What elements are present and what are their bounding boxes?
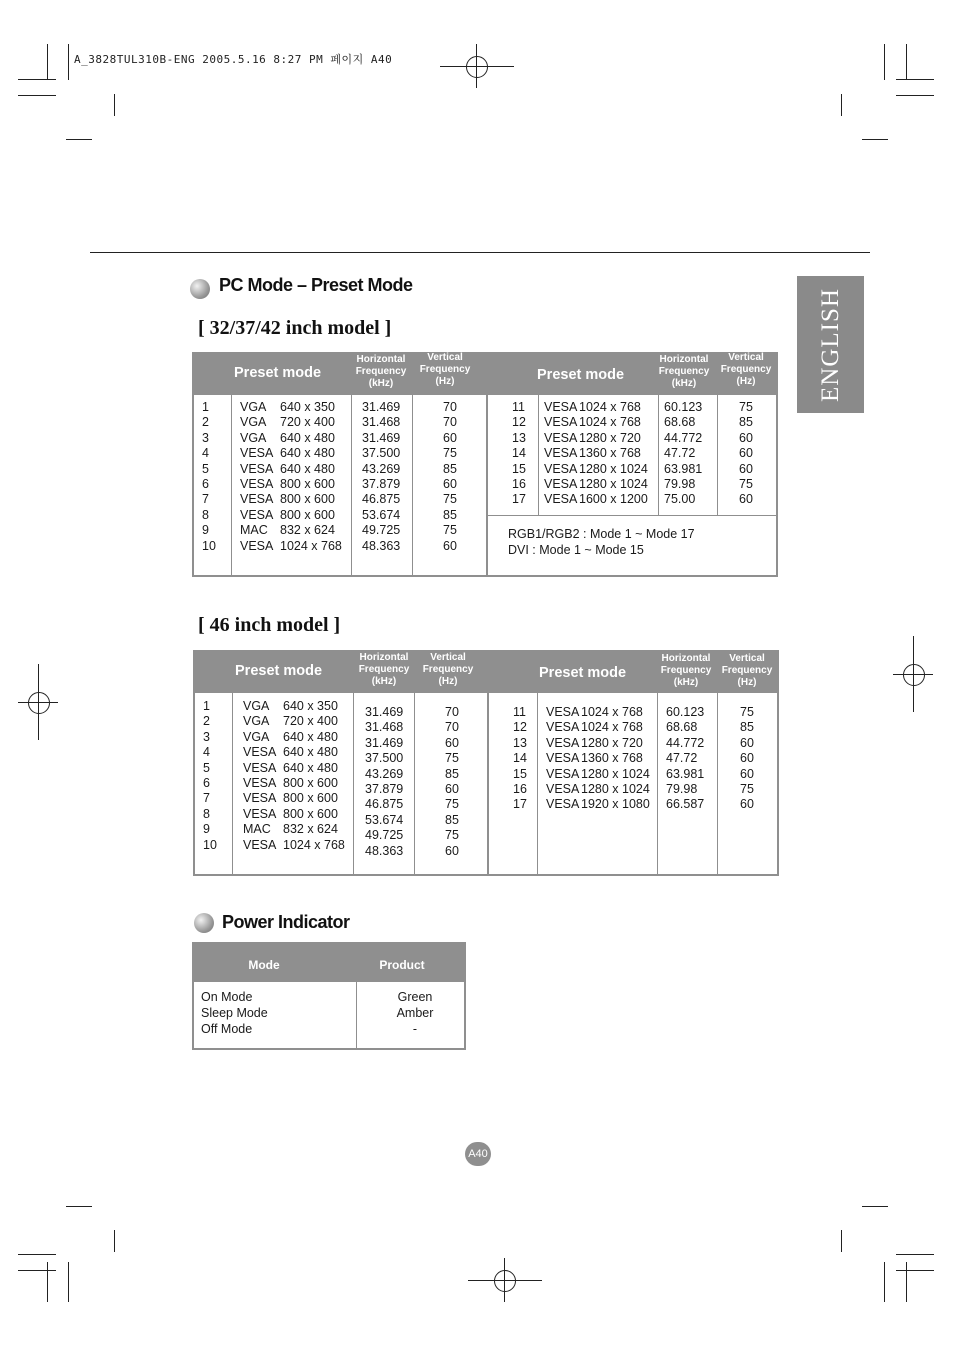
table-cell: VESA [546, 766, 580, 781]
col-preset-mode-right: Preset mode [537, 367, 625, 383]
table-cell: 640 x 480 [283, 760, 338, 775]
table-cell: 47.72 [666, 751, 698, 766]
table-cell: 800 x 600 [283, 806, 338, 821]
table-cell: 79.98 [664, 476, 696, 491]
table-cell: 1024 x 768 [579, 415, 641, 430]
preset-table-model-a [192, 352, 778, 577]
table-cell: 15 [512, 461, 526, 476]
table-cell: 53.674 [362, 507, 401, 522]
table-cell: VESA [544, 461, 578, 476]
resolutions-b [283, 699, 353, 853]
table-cell: 75 [443, 523, 457, 538]
table-cell: 48.363 [365, 843, 404, 858]
table-cell: 49.725 [365, 828, 404, 843]
table-cell: 60 [739, 461, 753, 476]
table-cell: 7 [202, 492, 209, 507]
table-cell: VGA [243, 714, 270, 729]
table-cell: VESA [240, 446, 274, 461]
table-cell: VESA [546, 797, 580, 812]
horizontal-frequencies-b [365, 705, 415, 859]
table-cell: 16 [513, 781, 527, 796]
table-cell: 85 [443, 507, 457, 522]
mode-types-b-right [546, 705, 586, 813]
table-cell: 640 x 350 [283, 699, 338, 713]
table-cell: MAC [243, 822, 271, 837]
table-cell: 60 [443, 538, 457, 553]
table-cell: 5 [202, 461, 209, 476]
table-cell: 60 [445, 781, 459, 796]
table-cell: 1280 x 1024 [579, 461, 648, 476]
table-cell: 4 [202, 446, 209, 461]
table-cell: 5 [203, 760, 210, 775]
print-slug: A_3828TUL310B-ENG 2005.5.16 8:27 PM 페이지 A40 [74, 53, 393, 66]
table-cell: 60 [445, 843, 459, 858]
table-cell: 85 [739, 415, 753, 430]
table-cell: 800 x 600 [280, 476, 335, 491]
table-cell: 6 [202, 476, 209, 491]
table-cell: MAC [240, 523, 268, 538]
table-cell: 49.725 [362, 523, 401, 538]
table-cell: 60 [739, 430, 753, 445]
table-cell: 63.981 [664, 461, 703, 476]
table-cell: 79.98 [666, 781, 698, 796]
table-cell: VESA [243, 791, 277, 806]
table-cell: 800 x 600 [280, 492, 335, 507]
horizontal-frequencies-right [664, 400, 716, 508]
power-indicator-table [192, 942, 466, 1050]
table-cell: 11 [512, 400, 525, 414]
table-cell: 9 [203, 822, 210, 837]
row-numbers [202, 400, 230, 554]
model-b-title: [ 46 inch model ] [198, 614, 341, 636]
vertical-frequencies-right [718, 400, 774, 508]
table-cell: VGA [243, 729, 270, 744]
table-cell: 60 [740, 735, 754, 750]
table-cell: 37.879 [365, 781, 404, 796]
table-cell: 60.123 [666, 705, 705, 719]
table-cell: 37.500 [365, 751, 404, 766]
table-cell: VGA [240, 400, 267, 414]
table-cell: 60.123 [664, 400, 703, 414]
table-cell: 6 [203, 775, 210, 790]
table-cell: 60 [443, 476, 457, 491]
section-title-power-indicator: Power Indicator [222, 912, 350, 932]
col-vertical-frequency-b-right: Vertical Frequency (Hz) [721, 653, 773, 688]
table-cell: VESA [240, 476, 274, 491]
table-cell: 85 [740, 720, 754, 735]
table-cell: 1920 x 1080 [581, 797, 650, 812]
table-cell: 1280 x 1024 [579, 476, 648, 491]
mode-types [240, 400, 284, 554]
table-cell: VGA [243, 699, 270, 713]
language-tab-label: ENGLISH [816, 287, 844, 402]
table-cell: VESA [240, 492, 274, 507]
table-cell: 85 [443, 461, 457, 476]
table-cell: 10 [203, 837, 217, 852]
vertical-frequencies-b [419, 705, 485, 859]
table-cell: VESA [243, 775, 277, 790]
table-cell: 8 [202, 507, 209, 522]
table-cell: 4 [203, 745, 210, 760]
table-cell: 37.500 [362, 446, 401, 461]
table-cell: 75 [445, 797, 459, 812]
table-cell: 44.772 [666, 735, 705, 750]
row-numbers-b-right [513, 705, 537, 813]
table-cell: 13 [513, 735, 527, 750]
table-cell: 70 [443, 400, 457, 414]
table-cell: 31.468 [362, 415, 401, 430]
col-horizontal-frequency-right: Horizontal Frequency (kHz) [658, 354, 710, 389]
table-cell: 37.879 [362, 476, 401, 491]
table-cell: VESA [544, 415, 578, 430]
resolutions-b-right [581, 705, 657, 813]
table-cell: - [412, 1022, 418, 1036]
table-cell: 800 x 600 [283, 775, 338, 790]
section-bullet-icon-power [194, 913, 214, 933]
table-cell: 75.00 [664, 492, 696, 507]
table-cell: VESA [544, 400, 578, 414]
table-cell: 1 [202, 400, 209, 414]
table-cell: VESA [546, 705, 580, 719]
table-cell: 60 [739, 492, 753, 507]
table-cell: 832 x 624 [280, 523, 335, 538]
table-cell: 800 x 600 [283, 791, 338, 806]
table-cell: 53.674 [365, 812, 404, 827]
power-modes [201, 989, 351, 1037]
table-cell: 640 x 480 [280, 446, 335, 461]
col-vertical-frequency-b: Vertical Frequency (Hz) [422, 652, 474, 687]
power-table-header [194, 942, 464, 982]
horizontal-frequencies [362, 400, 412, 554]
table-cell: 46.875 [362, 492, 401, 507]
table-cell: 1024 x 768 [581, 705, 643, 719]
table-cell: 75 [740, 705, 754, 719]
section-bullet-icon [190, 279, 210, 299]
table-cell: 9 [202, 523, 209, 538]
table-cell: 85 [445, 766, 459, 781]
table-cell: VESA [243, 745, 277, 760]
table-cell: 1024 x 768 [581, 720, 643, 735]
table-cell: 14 [513, 751, 527, 766]
table-cell: 7 [203, 791, 210, 806]
table-header-b [195, 650, 777, 693]
table-cell: 63.981 [666, 766, 705, 781]
table-cell: 31.469 [365, 705, 404, 719]
table-cell: 1024 x 768 [280, 538, 342, 553]
table-cell: 640 x 480 [280, 461, 335, 476]
table-cell: 640 x 350 [280, 400, 335, 414]
table-cell: 75 [443, 446, 457, 461]
table-cell: 75 [740, 781, 754, 796]
page-number: A40 [465, 1142, 491, 1166]
top-rule [90, 252, 870, 253]
table-cell: 2 [203, 714, 210, 729]
table-cell: 43.269 [365, 766, 404, 781]
table-cell: VESA [546, 735, 580, 750]
col-horizontal-frequency-b-right: Horizontal Frequency (kHz) [660, 653, 712, 688]
table-cell: 17 [512, 492, 526, 507]
table-cell: 1360 x 768 [579, 446, 641, 461]
table-cell: 75 [443, 492, 457, 507]
table-cell: VESA [243, 837, 277, 852]
table-cell: 31.469 [362, 400, 401, 414]
table-cell: 720 x 400 [283, 714, 338, 729]
table-cell: 1024 x 768 [579, 400, 641, 414]
table-cell: 1360 x 768 [581, 751, 643, 766]
table-cell: VESA [546, 781, 580, 796]
table-cell: 31.469 [365, 735, 404, 750]
resolutions-right [579, 400, 657, 508]
table-cell: 3 [202, 430, 209, 445]
table-cell: VESA [544, 430, 578, 445]
table-cell: Sleep Mode [201, 1006, 268, 1020]
table-cell: 1 [203, 699, 210, 713]
horizontal-frequencies-b-right [666, 705, 716, 813]
table-cell: 2 [202, 415, 209, 430]
table-cell: Amber [396, 1006, 434, 1020]
table-cell: 70 [443, 415, 457, 430]
table-cell: 16 [512, 476, 526, 491]
note-rgb: RGB1/RGB2 : Mode 1 ~ Mode 17 [508, 527, 695, 541]
col-preset-mode-b: Preset mode [235, 663, 323, 679]
table-cell: 43.269 [362, 461, 401, 476]
table-cell: VGA [240, 415, 267, 430]
mode-types-right [544, 400, 584, 508]
table-cell: VESA [544, 446, 578, 461]
table-cell: Off Mode [201, 1022, 253, 1036]
table-cell: VESA [546, 720, 580, 735]
table-cell: 68.68 [666, 720, 698, 735]
table-cell: 60 [740, 797, 754, 812]
table-cell: 8 [203, 806, 210, 821]
table-cell: 31.468 [365, 720, 404, 735]
col-preset-mode-b-right: Preset mode [539, 665, 627, 681]
table-cell: 47.72 [664, 446, 696, 461]
language-tab [797, 276, 864, 413]
table-cell: 46.875 [365, 797, 404, 812]
col-preset-mode: Preset mode [234, 365, 322, 381]
table-cell: On Mode [201, 990, 253, 1004]
table-cell: 10 [202, 538, 216, 553]
col-horizontal-frequency: Horizontal Frequency (kHz) [355, 354, 407, 389]
table-cell: 44.772 [664, 430, 703, 445]
table-cell: VESA [243, 760, 277, 775]
table-cell: 1024 x 768 [283, 837, 345, 852]
table-cell: 60 [740, 766, 754, 781]
table-cell: 75 [445, 828, 459, 843]
table-cell: 70 [445, 720, 459, 735]
table-cell: 640 x 480 [283, 745, 338, 760]
table-cell: 720 x 400 [280, 415, 335, 430]
table-cell: 48.363 [362, 538, 401, 553]
preset-table-model-b [193, 650, 779, 876]
table-header [194, 352, 776, 395]
table-cell: VESA [544, 476, 578, 491]
table-cell: 60 [445, 735, 459, 750]
table-cell: VESA [240, 538, 274, 553]
table-cell: 3 [203, 729, 210, 744]
table-cell: 68.68 [664, 415, 696, 430]
table-cell: VESA [240, 507, 274, 522]
mode-types-b [243, 699, 287, 853]
table-cell: VESA [544, 492, 578, 507]
table-cell: 1280 x 720 [581, 735, 643, 750]
table-cell: 1280 x 720 [579, 430, 641, 445]
col-horizontal-frequency-b: Horizontal Frequency (kHz) [358, 652, 410, 687]
table-cell: 1600 x 1200 [579, 492, 648, 507]
table-cell: 832 x 624 [283, 822, 338, 837]
power-products [374, 989, 456, 1037]
col-mode: Mode [248, 958, 280, 972]
table-cell: 11 [513, 705, 526, 719]
col-vertical-frequency-right: Vertical Frequency (Hz) [720, 352, 772, 387]
table-cell: 60 [740, 751, 754, 766]
table-cell: Green [397, 990, 433, 1004]
table-cell: 17 [513, 797, 527, 812]
table-cell: 75 [739, 476, 753, 491]
table-cell: VESA [240, 461, 274, 476]
table-cell: 1280 x 1024 [581, 781, 650, 796]
vertical-frequencies [416, 400, 484, 554]
col-product: Product [379, 958, 425, 972]
table-cell: 14 [512, 446, 526, 461]
note-dvi: DVI : Mode 1 ~ Mode 15 [508, 543, 644, 557]
table-cell: 70 [445, 705, 459, 719]
table-cell: 800 x 600 [280, 507, 335, 522]
model-a-title: [ 32/37/42 inch model ] [198, 317, 392, 339]
table-cell: 640 x 480 [280, 430, 335, 445]
row-numbers-right [512, 400, 538, 508]
table-cell: VESA [546, 751, 580, 766]
table-cell: 75 [739, 400, 753, 414]
input-mode-notes [508, 526, 695, 558]
resolutions [280, 400, 350, 554]
table-cell: 12 [513, 720, 527, 735]
table-cell: 85 [445, 812, 459, 827]
table-cell: VESA [243, 806, 277, 821]
table-cell: 31.469 [362, 430, 401, 445]
table-cell: 640 x 480 [283, 729, 338, 744]
table-cell: 13 [512, 430, 526, 445]
table-cell: 75 [445, 751, 459, 766]
table-cell: 1280 x 1024 [581, 766, 650, 781]
section-title-pc-mode: PC Mode – Preset Mode [219, 275, 413, 295]
table-cell: 12 [512, 415, 526, 430]
table-cell: VGA [240, 430, 267, 445]
row-numbers-b [203, 699, 231, 853]
table-cell: 66.587 [666, 797, 705, 812]
vertical-frequencies-b-right [719, 705, 775, 813]
table-cell: 60 [739, 446, 753, 461]
table-cell: 15 [513, 766, 527, 781]
table-cell: 60 [443, 430, 457, 445]
col-vertical-frequency: Vertical Frequency (Hz) [419, 352, 471, 387]
